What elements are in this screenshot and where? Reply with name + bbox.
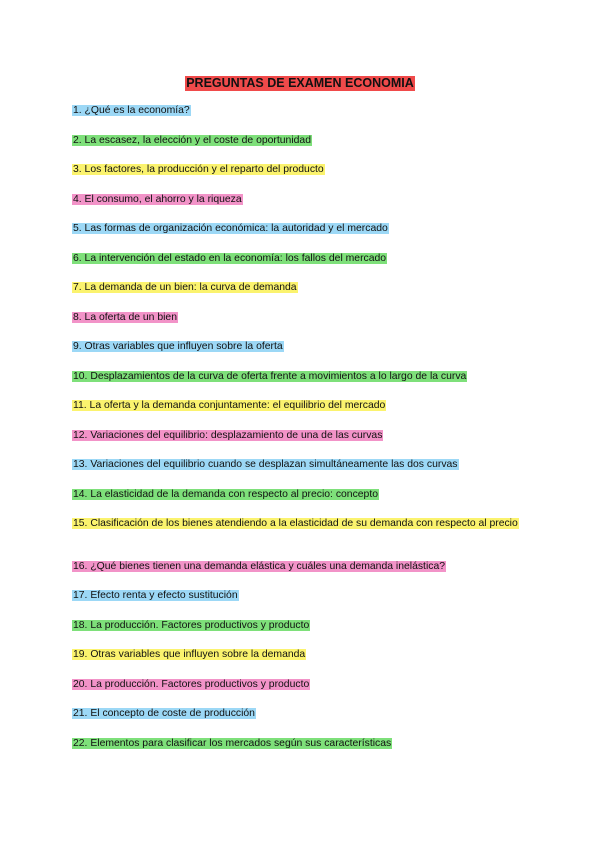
question-item xyxy=(72,589,532,603)
question-text: 14. La elasticidad de la demanda con respecto al precio: concepto xyxy=(73,488,378,500)
question-text: 10. Desplazamientos de la curva de oferta frente a movimientos a lo largo de la curva xyxy=(73,370,467,382)
question-item xyxy=(72,619,532,633)
question-text: 4. El consumo, el ahorro y la riqueza xyxy=(73,193,242,205)
question-text: 2. La escasez, la elección y el coste de oportunidad xyxy=(73,134,311,146)
question-text: 5. Las formas de organización económica: la autoridad y el mercado xyxy=(73,223,388,234)
question-item xyxy=(72,134,532,148)
question-text: 16. ¿Qué bienes tienen una demanda elástica y cuáles una demanda inelástica? xyxy=(73,560,446,572)
question-item xyxy=(72,340,532,354)
question-item xyxy=(72,678,532,692)
question-item xyxy=(72,370,532,384)
question-text: 19. Otras variables que influyen sobre la demanda xyxy=(73,649,306,660)
question-item xyxy=(72,104,532,118)
question-text: 11. La oferta y la demanda conjuntamente: el equilibrio del mercado xyxy=(73,400,386,411)
question-text: 7. La demanda de un bien: la curva de demanda xyxy=(73,282,297,293)
question-text: 9. Otras variables que influyen sobre la oferta xyxy=(73,341,283,352)
question-item xyxy=(72,707,532,721)
question-item xyxy=(72,737,532,751)
question-item xyxy=(72,311,532,325)
document-title: PREGUNTAS DE EXAMEN ECONOMIA xyxy=(186,76,414,90)
question-text: 20. La producción. Factores productivos y producto xyxy=(73,678,310,690)
question-item xyxy=(72,252,532,266)
question-item xyxy=(72,222,532,236)
question-text: 18. La producción. Factores productivos y producto xyxy=(73,619,310,631)
question-item xyxy=(72,429,532,443)
question-item xyxy=(72,517,532,531)
question-item xyxy=(72,560,532,574)
question-text: 1. ¿Qué es la economía? xyxy=(73,105,190,116)
title-container xyxy=(0,74,600,92)
question-text: 6. La intervención del estado en la economía: los fallos del mercado xyxy=(73,252,387,264)
question-text: 3. Los factores, la producción y el reparto del producto xyxy=(73,164,324,175)
question-text: 13. Variaciones del equilibrio cuando se desplazan simultáneamente las dos curvas xyxy=(73,459,458,470)
question-item xyxy=(72,163,532,177)
question-text: 22. Elementos para clasificar los mercados según sus características xyxy=(73,737,392,749)
question-item xyxy=(72,458,532,472)
question-text: 21. El concepto de coste de producción xyxy=(73,708,255,719)
question-item xyxy=(72,399,532,413)
question-item xyxy=(72,488,532,502)
question-item xyxy=(72,648,532,662)
question-text: 8. La oferta de un bien xyxy=(73,311,177,323)
question-text: 15. Clasificación de los bienes atendiendo a la elasticidad de su demanda con respecto al precio xyxy=(73,518,518,529)
question-text: 17. Efecto renta y efecto sustitución xyxy=(73,590,238,601)
question-item xyxy=(72,193,532,207)
question-text: 12. Variaciones del equilibrio: desplazamiento de una de las curvas xyxy=(73,429,383,441)
question-item xyxy=(72,281,532,295)
